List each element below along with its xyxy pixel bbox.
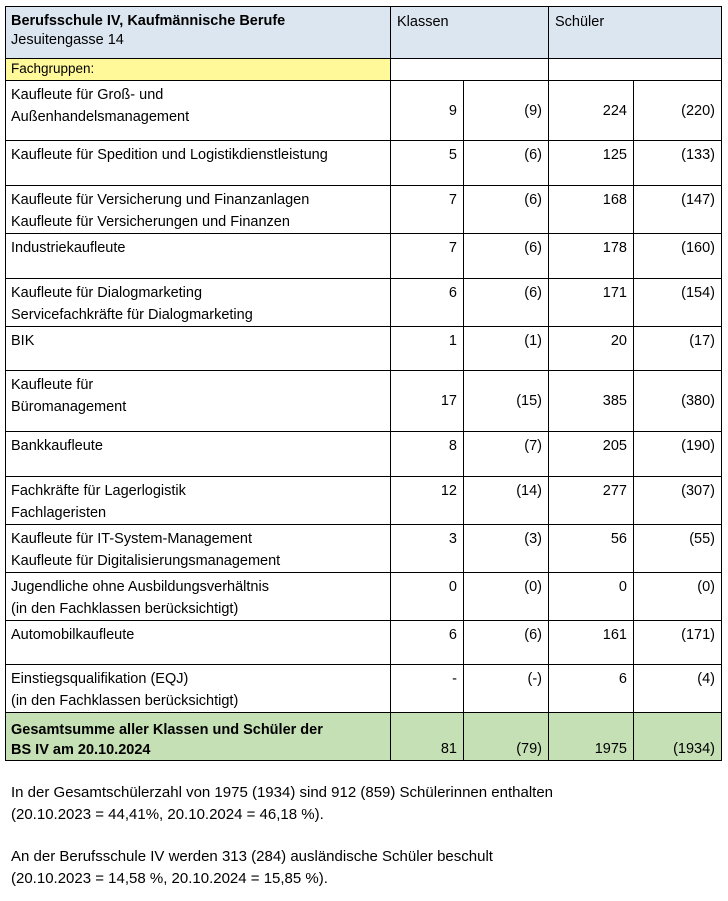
occupation-name: Industriekaufleute <box>11 240 126 256</box>
occupation-cell <box>6 81 391 141</box>
schueler-previous-value: (190) <box>634 432 722 477</box>
schueler-previous-value: (160) <box>634 234 722 279</box>
klassen-current-value: 6 <box>391 279 464 327</box>
schueler-current-value: 224 <box>549 81 634 141</box>
schueler-current-value: 20 <box>549 327 634 371</box>
occupation-cell <box>6 141 391 186</box>
schueler-current-value: 277 <box>549 477 634 525</box>
klassen-current-value: 17 <box>391 371 464 432</box>
schueler-current-value: 6 <box>549 665 634 713</box>
schueler-current-value: 171 <box>549 279 634 327</box>
note-schuelerinnen-line2: (20.10.2023 = 44,41%, 20.10.2024 = 46,18 %). <box>11 806 324 823</box>
schueler-current-value: 161 <box>549 621 634 665</box>
occupation-cell <box>6 621 391 665</box>
table-row <box>6 234 722 279</box>
occupation-name-line2: Kaufleute für Digitalisierungsmanagement <box>11 553 281 569</box>
table-row <box>6 186 722 234</box>
note-auslaendische-schueler <box>11 846 493 890</box>
table-row <box>6 279 722 327</box>
fachgruppen-empty-schueler <box>549 59 722 81</box>
schueler-previous-value: (380) <box>634 371 722 432</box>
table-row <box>6 573 722 621</box>
total-schueler-current: 1975 <box>549 713 634 761</box>
schueler-current-value: 125 <box>549 141 634 186</box>
klassen-previous-value: (0) <box>464 573 549 621</box>
occupation-cell <box>6 327 391 371</box>
klassen-current-value: 7 <box>391 234 464 279</box>
klassen-previous-value: (14) <box>464 477 549 525</box>
occupation-name: Kaufleute für Versicherung und Finanzanlagen <box>11 192 310 208</box>
klassen-previous-value: (6) <box>464 621 549 665</box>
note-auslaendische-line1: An der Berufsschule IV werden 313 (284) ausländische Schüler beschult <box>11 848 493 865</box>
klassen-previous-value: (6) <box>464 234 549 279</box>
note-auslaendische-line2: (20.10.2023 = 14,58 %, 20.10.2024 = 15,85 %). <box>11 870 328 887</box>
klassen-current-value: 6 <box>391 621 464 665</box>
column-header-klassen: Klassen <box>391 7 549 59</box>
occupation-name-line2: Außenhandelsmanagement <box>11 109 190 125</box>
total-row <box>6 713 722 761</box>
occupation-cell <box>6 279 391 327</box>
klassen-previous-value: (6) <box>464 141 549 186</box>
table-row <box>6 327 722 371</box>
fachgruppen-row <box>6 59 722 81</box>
occupation-name-line2: (in den Fachklassen berücksichtigt) <box>11 601 239 617</box>
klassen-previous-value: (3) <box>464 525 549 573</box>
table-row <box>6 477 722 525</box>
schueler-previous-value: (154) <box>634 279 722 327</box>
schueler-current-value: 168 <box>549 186 634 234</box>
schueler-previous-value: (133) <box>634 141 722 186</box>
table-row <box>6 371 722 432</box>
schueler-current-value: 205 <box>549 432 634 477</box>
occupation-name: BIK <box>11 333 35 349</box>
school-header-cell <box>6 7 391 59</box>
schueler-previous-value: (171) <box>634 621 722 665</box>
klassen-previous-value: (9) <box>464 81 549 141</box>
occupation-cell <box>6 432 391 477</box>
occupation-name: Kaufleute für <box>11 377 94 393</box>
occupation-name: Automobilkaufleute <box>11 627 135 643</box>
total-label-cell <box>6 713 391 761</box>
schueler-previous-value: (220) <box>634 81 722 141</box>
table-row <box>6 432 722 477</box>
schueler-current-value: 178 <box>549 234 634 279</box>
occupation-cell <box>6 186 391 234</box>
table-row <box>6 141 722 186</box>
klassen-current-value: 9 <box>391 81 464 141</box>
klassen-previous-value: (6) <box>464 279 549 327</box>
occupation-cell <box>6 371 391 432</box>
note-schuelerinnen-line1: In der Gesamtschülerzahl von 1975 (1934) sind 912 (859) Schülerinnen enthalten <box>11 784 554 801</box>
occupation-name: Bankkaufleute <box>11 438 103 454</box>
occupation-name-line2: Kaufleute für Versicherungen und Finanzen <box>11 214 290 230</box>
klassen-current-value: 3 <box>391 525 464 573</box>
schueler-current-value: 56 <box>549 525 634 573</box>
klassen-current-value: 1 <box>391 327 464 371</box>
total-klassen-previous: (79) <box>464 713 549 761</box>
total-klassen-current: 81 <box>391 713 464 761</box>
klassen-previous-value: (1) <box>464 327 549 371</box>
occupation-name: Kaufleute für Dialogmarketing <box>11 285 203 301</box>
total-schueler-previous: (1934) <box>634 713 722 761</box>
statistics-table <box>5 6 722 761</box>
occupation-name: Einstiegsqualifikation (EQJ) <box>11 671 189 687</box>
school-title: Berufsschule IV, Kaufmännische Berufe <box>11 13 286 29</box>
schueler-previous-value: (4) <box>634 665 722 713</box>
table-header-row <box>6 7 722 59</box>
klassen-previous-value: (6) <box>464 186 549 234</box>
occupation-name: Kaufleute für Spedition und Logistikdienstleistung <box>11 147 328 163</box>
klassen-current-value: 0 <box>391 573 464 621</box>
klassen-previous-value: (15) <box>464 371 549 432</box>
klassen-previous-value: (7) <box>464 432 549 477</box>
occupation-cell <box>6 665 391 713</box>
schueler-current-value: 385 <box>549 371 634 432</box>
occupation-name-line2: Servicefachkräfte für Dialogmarketing <box>11 307 253 323</box>
occupation-name: Kaufleute für IT-System-Management <box>11 531 252 547</box>
occupation-name: Fachkräfte für Lagerlogistik <box>11 483 186 499</box>
table-row <box>6 621 722 665</box>
table-row <box>6 665 722 713</box>
table-row <box>6 525 722 573</box>
occupation-cell <box>6 525 391 573</box>
occupation-name: Jugendliche ohne Ausbildungsverhältnis <box>11 579 269 595</box>
schueler-current-value: 0 <box>549 573 634 621</box>
fachgruppen-label: Fachgruppen: <box>6 59 391 81</box>
schueler-previous-value: (55) <box>634 525 722 573</box>
schueler-previous-value: (307) <box>634 477 722 525</box>
klassen-current-value: 7 <box>391 186 464 234</box>
occupation-name: Kaufleute für Groß- und <box>11 87 164 103</box>
column-header-schueler: Schüler <box>549 7 722 59</box>
klassen-current-value: 5 <box>391 141 464 186</box>
occupation-cell <box>6 477 391 525</box>
total-label: Gesamtsumme aller Klassen und Schüler der <box>11 722 323 738</box>
klassen-previous-value: (-) <box>464 665 549 713</box>
total-label-line2: BS IV am 20.10.2024 <box>11 742 151 758</box>
klassen-current-value: 8 <box>391 432 464 477</box>
occupation-cell <box>6 573 391 621</box>
table-row <box>6 81 722 141</box>
schueler-previous-value: (0) <box>634 573 722 621</box>
school-address: Jesuitengasse 14 <box>11 32 124 48</box>
fachgruppen-empty-klassen <box>391 59 549 81</box>
occupation-name-line2: Fachlageristen <box>11 505 107 521</box>
klassen-current-value: - <box>391 665 464 713</box>
klassen-current-value: 12 <box>391 477 464 525</box>
occupation-name-line2: (in den Fachklassen berücksichtigt) <box>11 693 239 709</box>
schueler-previous-value: (17) <box>634 327 722 371</box>
occupation-name-line2: Büromanagement <box>11 399 127 415</box>
schueler-previous-value: (147) <box>634 186 722 234</box>
occupation-cell <box>6 234 391 279</box>
note-schuelerinnen <box>11 782 553 826</box>
